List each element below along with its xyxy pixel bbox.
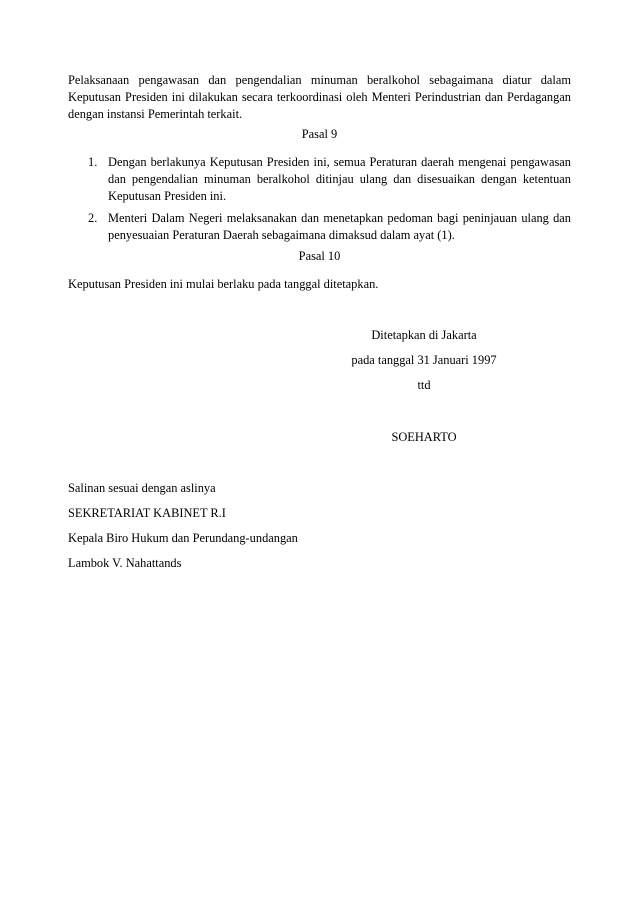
pasal-9-item-2: [88, 210, 571, 244]
pasal-10-text: Keputusan Presiden ini mulai berlaku pada tanggal ditetapkan.: [68, 277, 379, 291]
signature-name: SOEHARTO: [391, 430, 457, 444]
pasal-10-heading: Pasal 10: [298, 249, 341, 263]
copy-note: Salinan sesuai dengan aslinya: [68, 481, 216, 495]
item-number: 1.: [88, 155, 98, 169]
official-name: Lambok V. Nahattands: [68, 556, 182, 570]
signature-date: pada tanggal 31 Januari 1997: [351, 353, 497, 367]
item-text: Menteri Dalam Negeri melaksanakan dan menetapkan pedoman bagi peninjauan ulang dan penyesuaian Peraturan Daerah sebagaimana dimaksud dalam ayat (1).: [108, 211, 571, 242]
item-number: 2.: [88, 211, 98, 225]
item-text: Dengan berlakunya Keputusan Presiden ini, semua Peraturan daerah mengenai pengawasan dan pengendalian minuman beralkohol ditinjau ulang dan disesuaikan dengan ketentuan Keputusan Presiden ini.: [108, 155, 571, 203]
pasal-9-item-1: [88, 154, 571, 205]
signature-place: Ditetapkan di Jakarta: [371, 328, 477, 342]
pasal-9-heading: Pasal 9: [301, 127, 338, 141]
signature-ttd: ttd: [417, 378, 431, 392]
official-position: Kepala Biro Hukum dan Perundang-undangan: [68, 531, 298, 545]
intro-paragraph: Pelaksanaan pengawasan dan pengendalian minuman beralkohol sebagaimana diatur dalam Keputusan Presiden ini dilakukan secara terkoordinasi oleh Menteri Perindustrian dan Perdagangan dengan instansi Pemerintah terkait.: [68, 73, 571, 121]
office-name: SEKRETARIAT KABINET R.I: [68, 506, 226, 520]
